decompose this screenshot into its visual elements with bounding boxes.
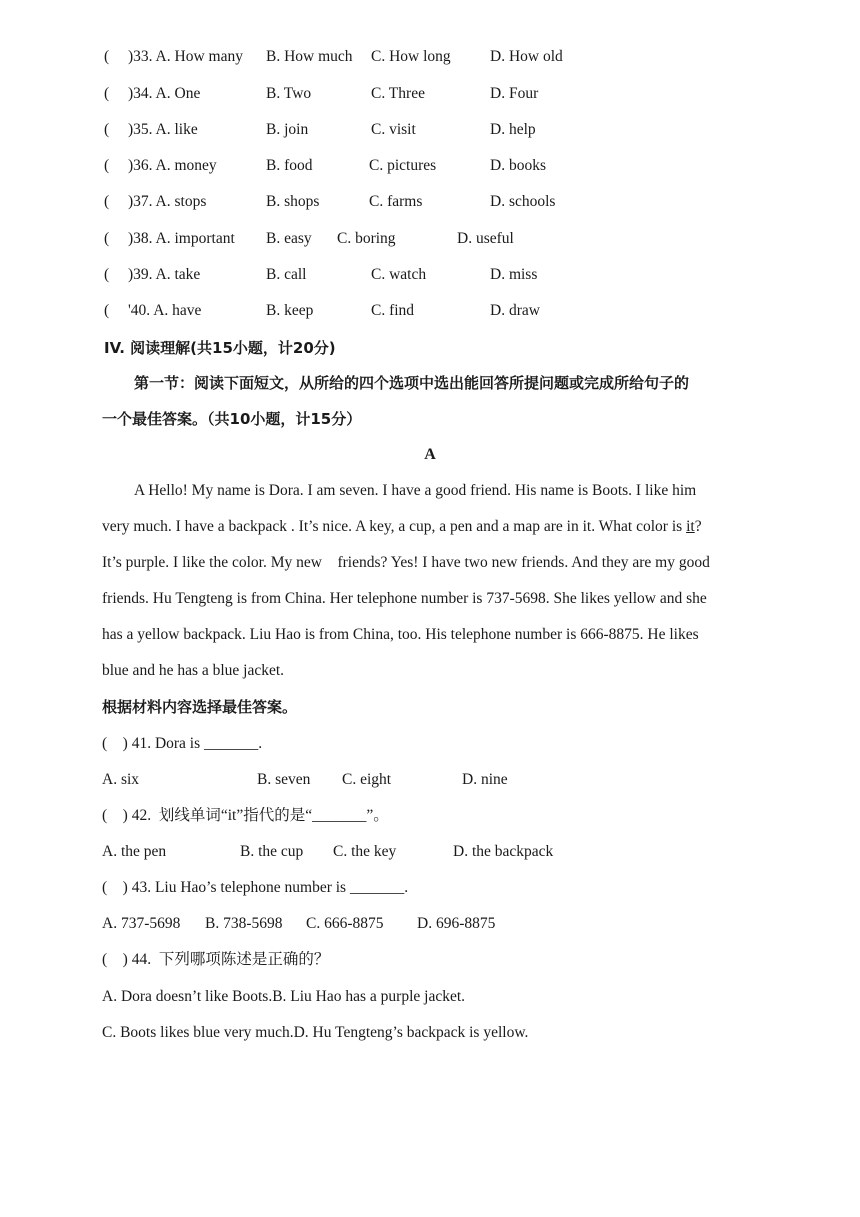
option-b: B. easy (266, 230, 312, 247)
option-b: B. join (266, 121, 309, 138)
passage-label: A (424, 446, 436, 463)
passage-line (102, 515, 702, 539)
option-d: D. draw (490, 302, 540, 319)
option-a: )36. A. money (128, 157, 217, 174)
option-c: C. visit (371, 121, 416, 138)
option-b: B. How much (266, 48, 353, 65)
instruction-line: 一个最佳答案。（共10小题，计15分） (102, 410, 362, 428)
option-d: D. help (490, 121, 536, 138)
choice-row (0, 190, 860, 214)
choice-row (0, 154, 860, 178)
question-stem: ( ) 41. Dora is _______. (102, 735, 263, 752)
option-c: C. pictures (369, 157, 437, 174)
section-title: IV. 阅读理解(共15小题，计20分) (104, 339, 336, 357)
choice-row (0, 45, 860, 69)
choice-row (0, 263, 860, 287)
option-c: C. the key (333, 843, 397, 860)
option-d: D. useful (457, 230, 514, 247)
option-a: )34. A. One (128, 85, 201, 102)
option-c: C. farms (369, 193, 423, 210)
option-a: A. 737-5698 (102, 915, 181, 932)
passage-line: It’s purple. I like the color. My new friends? Yes! I have two new friends. And they are my good (102, 554, 710, 571)
answer-paren: ( (104, 193, 110, 210)
option-c: C. boring (337, 230, 396, 247)
option-b: B. the cup (240, 843, 304, 860)
option-b: B. shops (266, 193, 320, 210)
option-a: )35. A. like (128, 121, 198, 138)
option-b: B. food (266, 157, 313, 174)
option-b: B. seven (257, 771, 311, 788)
passage-line: A Hello! My name is Dora. I am seven. I have a good friend. His name is Boots. I like him (134, 482, 697, 499)
option-d: D. How old (490, 48, 563, 65)
option-d: D. miss (490, 266, 538, 283)
option-d: D. books (490, 157, 546, 174)
question-stem: ( ) 44. 下列哪项陈述是正确的？ (102, 951, 330, 968)
option-c: C. find (371, 302, 415, 319)
answer-paren: ( (104, 121, 110, 138)
option-line: C. Boots likes blue very much.D. Hu Tengteng’s backpack is yellow. (102, 1024, 529, 1041)
option-c: C. Three (371, 85, 425, 102)
option-a: )38. A. important (128, 230, 235, 247)
question-stem: ( ) 43. Liu Hao’s telephone number is _______. (102, 879, 409, 896)
option-a: '40. A. have (128, 302, 202, 319)
choose-instruction: 根据材料内容选择最佳答案。 (102, 698, 298, 716)
option-a: A. six (102, 771, 140, 788)
answer-paren: ( (104, 266, 110, 283)
option-b: B. 738-5698 (205, 915, 283, 932)
option-line: A. Dora doesn’t like Boots.B. Liu Hao has a purple jacket. (102, 988, 466, 1005)
answer-paren: ( (104, 85, 110, 102)
option-b: B. call (266, 266, 307, 283)
choice-row (0, 299, 860, 323)
choice-row (0, 118, 860, 142)
option-a: )37. A. stops (128, 193, 207, 210)
option-c: C. watch (371, 266, 427, 283)
option-d: D. the backpack (453, 843, 554, 860)
option-row (0, 768, 860, 792)
passage-line: has a yellow backpack. Liu Hao is from China, too. His telephone number is 666-8875. He likes (102, 626, 699, 643)
option-c: C. eight (342, 771, 392, 788)
option-d: D. Four (490, 85, 539, 102)
option-c: C. How long (371, 48, 451, 65)
passage-text: ? (694, 518, 702, 535)
option-b: B. keep (266, 302, 314, 319)
option-a: )39. A. take (128, 266, 201, 283)
choice-row (0, 227, 860, 251)
choice-row (0, 82, 860, 106)
passage-text: very much. I have a backpack . It’s nice. A key, a cup, a pen and a map are in it. What color is (102, 518, 687, 535)
underlined-word: it (686, 518, 695, 535)
answer-paren: ( (104, 230, 110, 247)
option-c: C. 666-8875 (306, 915, 384, 932)
option-b: B. Two (266, 85, 312, 102)
passage-line: blue and he has a blue jacket. (102, 662, 285, 679)
option-d: D. 696-8875 (417, 915, 496, 932)
question-stem: ( ) 42. 划线单词“it”指代的是“_______”。 (102, 807, 389, 824)
instruction-line: 第一节：阅读下面短文，从所给的四个选项中选出能回答所提问题或完成所给句子的 (134, 374, 690, 392)
answer-paren: ( (104, 302, 110, 319)
option-row (0, 840, 860, 864)
passage-line: friends. Hu Tengteng is from China. Her telephone number is 737-5698. She likes yellow and she (102, 590, 707, 607)
option-row (0, 912, 860, 936)
option-a: )33. A. How many (128, 48, 243, 65)
option-a: A. the pen (102, 843, 167, 860)
answer-paren: ( (104, 157, 110, 174)
option-d: D. nine (462, 771, 508, 788)
answer-paren: ( (104, 48, 110, 65)
option-d: D. schools (490, 193, 556, 210)
